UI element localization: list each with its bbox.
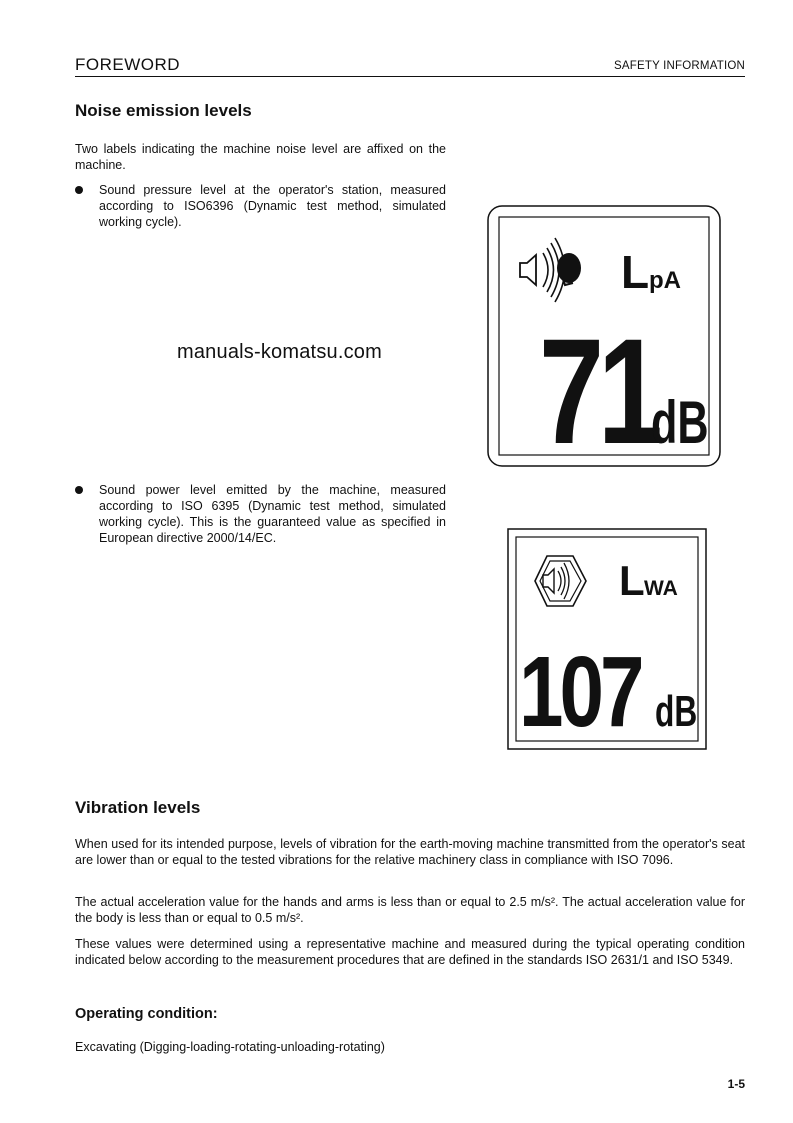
vibration-section-heading: Vibration levels	[75, 798, 201, 817]
lwa-value: 107	[519, 636, 641, 749]
lwa-symbol-sub: WA	[644, 577, 678, 600]
section-title: SAFETY INFORMATION	[614, 60, 745, 72]
lwa-unit: dB	[655, 686, 698, 737]
noise-bullet-pressure-text: Sound pressure level at the operator's station, measured according to ISO6396 (Dynamic test method, simulated working cycle).	[99, 183, 446, 229]
noise-section-heading: Noise emission levels	[75, 101, 252, 120]
vibration-paragraph-1: When used for its intended purpose, levels of vibration for the earth-moving machine transmitted from the operator's seat are lower than or equal to the tested vibrations for the relative machinery class in compliance with ISO 7096.	[75, 837, 745, 867]
noise-bullet-power	[75, 482, 446, 548]
noise-bullet-power-text: Sound power level emitted by the machine, measured according to ISO 6395 (Dynamic test method, simulated working cycle). This is the guaranteed value as specified in European directive 2000/14/EC.	[99, 483, 446, 545]
noise-intro-paragraph: Two labels indicating the machine noise level are affixed on the machine.	[75, 142, 446, 172]
sound-power-label	[507, 528, 707, 750]
noise-bullet-pressure	[75, 182, 446, 232]
bullet-dot	[75, 486, 83, 494]
lwa-symbol-l: L	[619, 557, 645, 604]
lpa-symbol-l: L	[621, 246, 650, 298]
vibration-paragraph-2: The actual acceleration value for the hands and arms is less than or equal to 2.5 m/s². The actual acceleration value for the body is less than or equal to 0.5 m/s².	[75, 895, 745, 925]
lpa-unit: dB	[651, 390, 709, 457]
operating-condition-text: Excavating (Digging-loading-rotating-unloading-rotating)	[75, 1040, 385, 1054]
header-divider	[75, 76, 745, 77]
lpa-value: 71	[539, 306, 657, 467]
chapter-title: FOREWORD	[75, 55, 181, 74]
vibration-paragraph-3: These values were determined using a representative machine and measured during the typical operating condition indicated below according to the measurement procedures that are defined in the standards ISO 2631/1 and ISO 5349.	[75, 937, 745, 967]
sound-pressure-label	[487, 205, 721, 467]
operating-condition-heading: Operating condition:	[75, 1006, 218, 1022]
bullet-dot	[75, 186, 83, 194]
lpa-symbol-sub: pA	[649, 267, 681, 294]
watermark-text: manuals-komatsu.com	[177, 341, 382, 363]
page-number: 1-5	[727, 1077, 745, 1091]
